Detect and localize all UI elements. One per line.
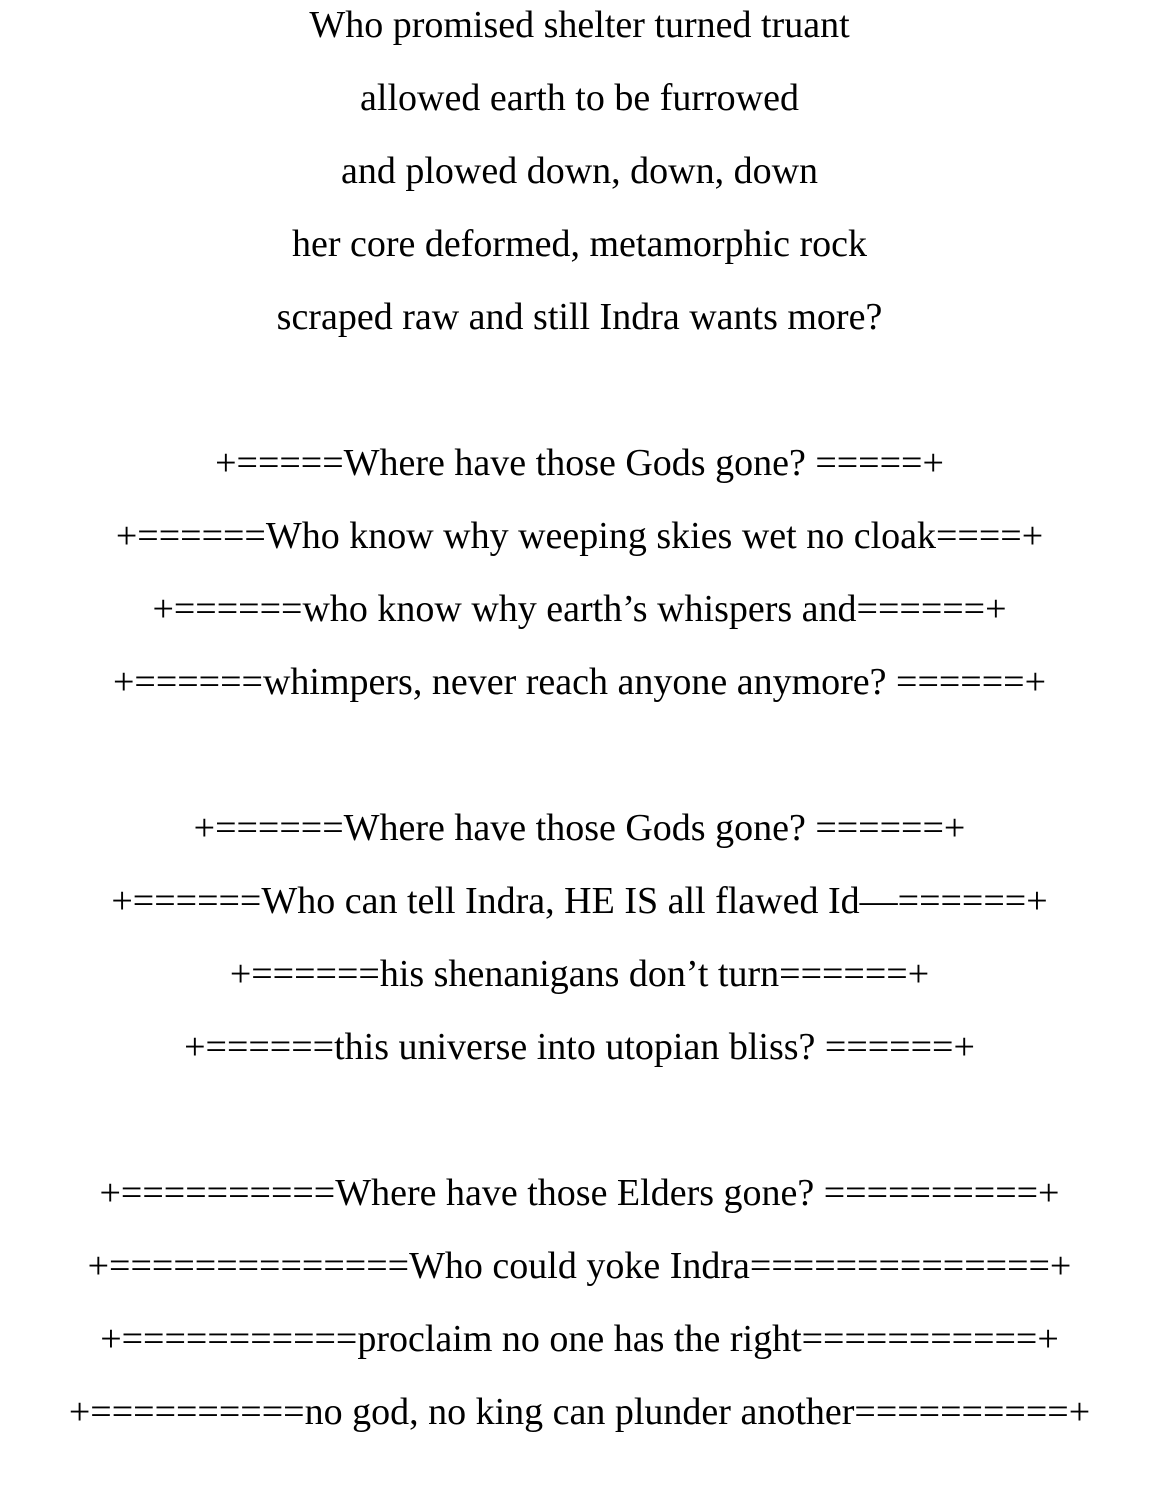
- poem-line: +==========Where have those Elders gone? ==========+: [99, 1172, 1060, 1214]
- stanza-break: [0, 365, 1159, 438]
- poem-line: scraped raw and still Indra wants more?: [276, 296, 883, 338]
- poem-line: +======Who know why weeping skies wet no cloak====+: [115, 515, 1044, 557]
- stanza-1: [0, 0, 1159, 365]
- stanza-3: [0, 803, 1159, 1095]
- stanza-break: [0, 1095, 1159, 1168]
- poem-line: Who promised shelter turned truant: [309, 4, 850, 46]
- stanza-4: [0, 1168, 1159, 1460]
- poem-line: +==============Who could yoke Indra==============+: [87, 1245, 1072, 1287]
- poem-line: +======Where have those Gods gone? ======+: [193, 807, 966, 849]
- stanza-2: [0, 438, 1159, 730]
- poem-line: +=====Where have those Gods gone? =====+: [215, 442, 944, 484]
- poem-line: allowed earth to be furrowed: [360, 77, 799, 119]
- poem-line: +======Who can tell Indra, HE IS all flawed Id—======+: [111, 880, 1048, 922]
- poem-line: her core deformed, metamorphic rock: [291, 223, 867, 265]
- poem-line: +======his shenanigans don’t turn======+: [229, 953, 930, 995]
- poem-line: +==========no god, no king can plunder another==========+: [68, 1391, 1091, 1433]
- poem-line: and plowed down, down, down: [340, 150, 819, 192]
- poem-line: +======this universe into utopian bliss? ======+: [184, 1026, 975, 1068]
- poem-line: +======whimpers, never reach anyone anymore? ======+: [112, 661, 1047, 703]
- poem-line: +===========proclaim no one has the right===========+: [100, 1318, 1059, 1360]
- poem-line: +======who know why earth’s whispers and======+: [152, 588, 1007, 630]
- stanza-break: [0, 730, 1159, 803]
